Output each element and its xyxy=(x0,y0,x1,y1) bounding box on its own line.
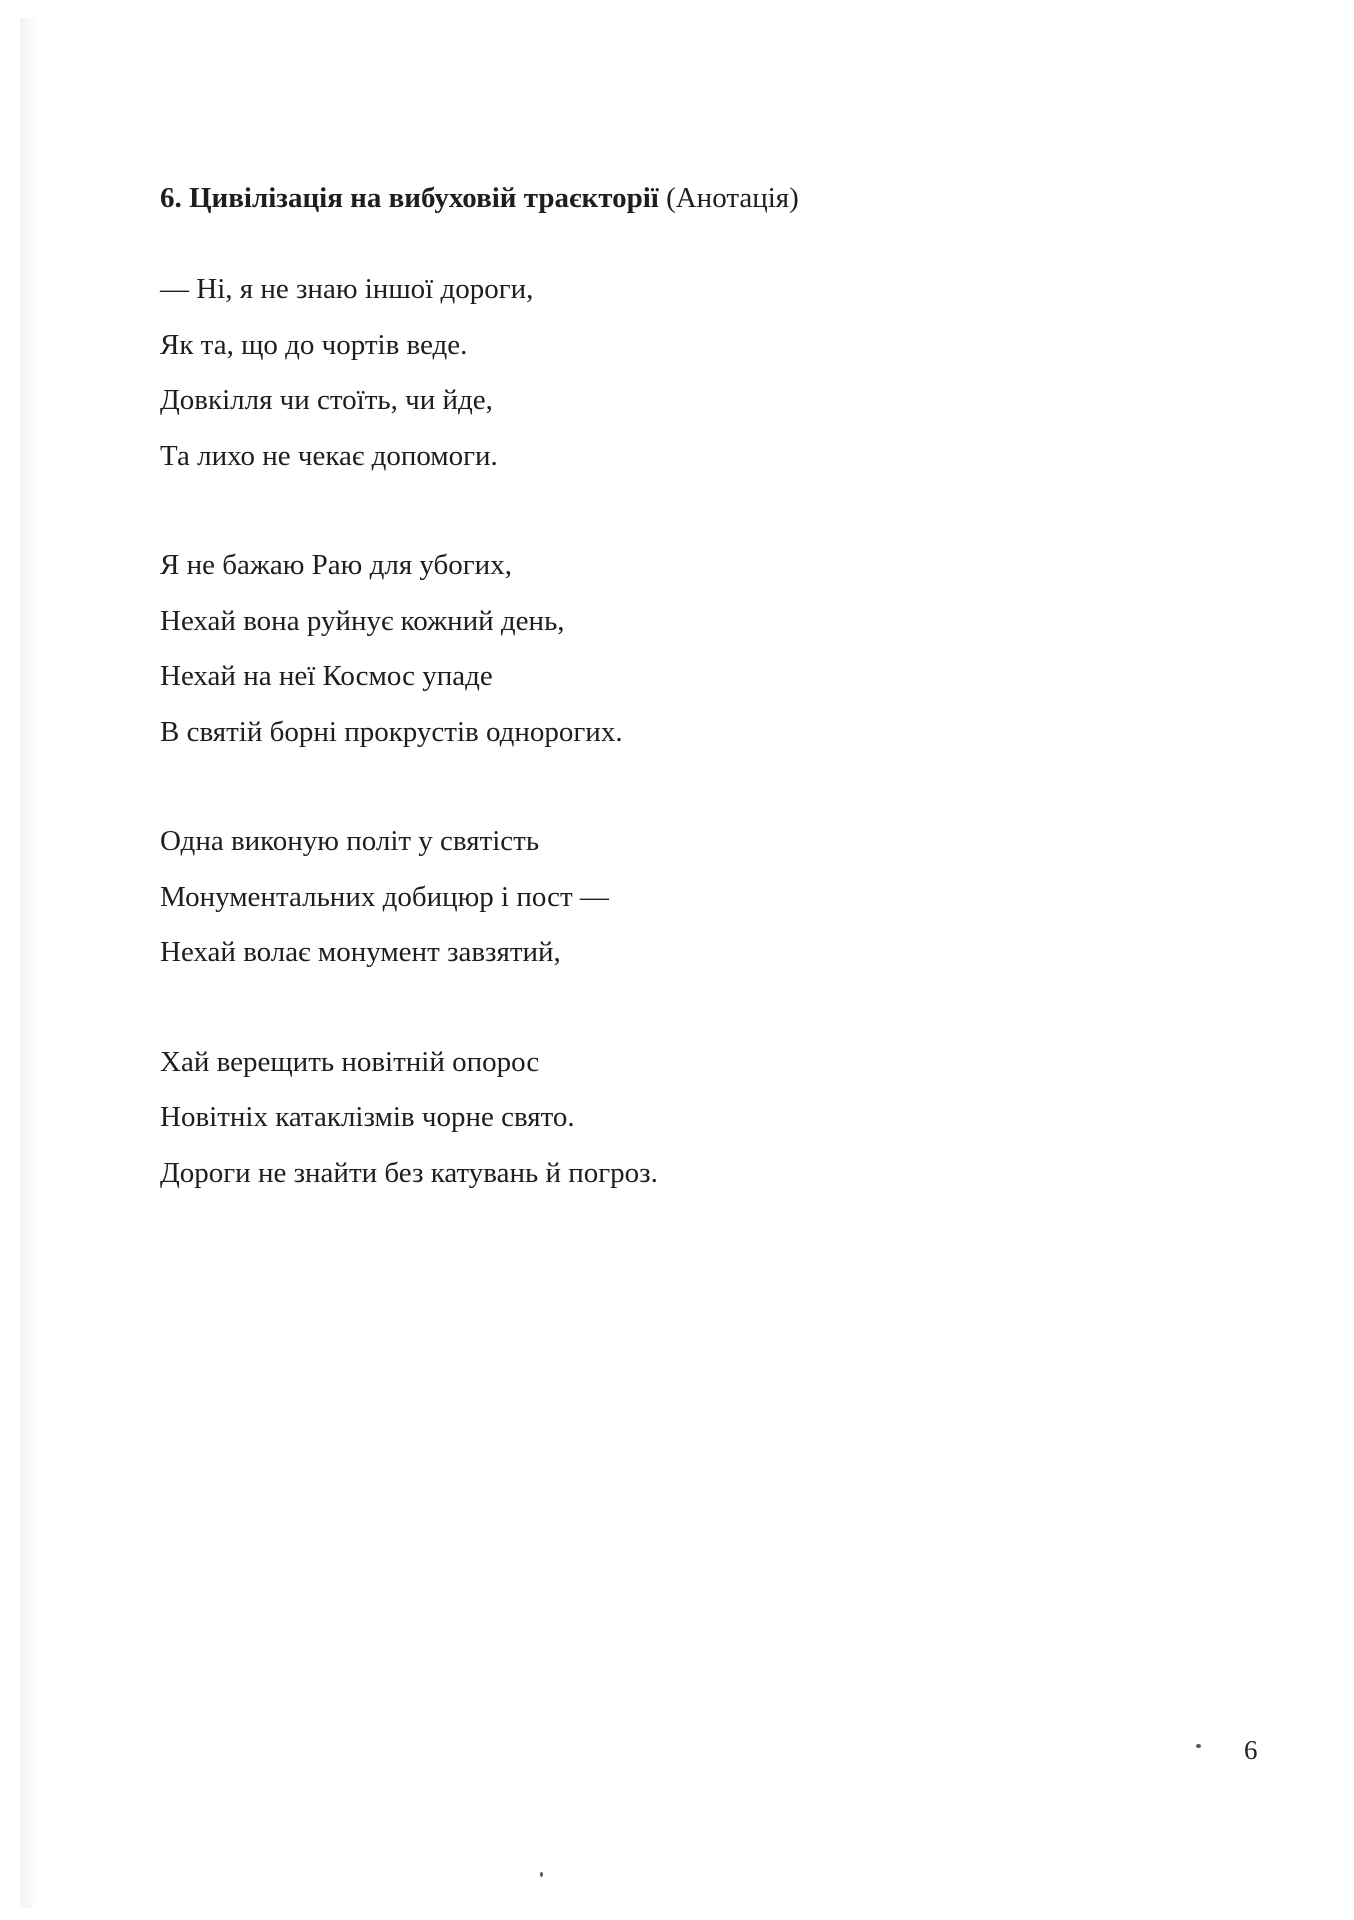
scan-edge-shadow xyxy=(20,18,36,1908)
poem-line: Монументальних добицюр і пост — xyxy=(160,880,609,913)
stanza-1 xyxy=(160,262,1210,484)
document-body xyxy=(160,176,1210,1255)
poem-line: Хай верещить новітній опорос xyxy=(160,1045,540,1078)
poem-line: Нехай вона руйнує кожний день, xyxy=(160,604,565,637)
poem-line: Та лихо не чекає допомоги. xyxy=(160,439,498,472)
poem-line: Дороги не знайти без катувань й погроз. xyxy=(160,1156,658,1189)
poem-line: Нехай волає монумент завзятий, xyxy=(160,936,561,968)
poem-line: — Ні, я не знаю іншої дороги, xyxy=(160,273,534,305)
scan-speck xyxy=(1196,1744,1201,1748)
poem-line: Як та, що до чортів веде. xyxy=(160,328,468,361)
poem-line: Я не бажаю Раю для убогих, xyxy=(160,549,512,581)
poem-line: Нехай на неї Космос упаде xyxy=(160,660,493,692)
stanza-4 xyxy=(160,1035,1210,1202)
poem-line: Новітніх катаклізмів чорне свято. xyxy=(160,1101,575,1133)
scan-speck xyxy=(540,1872,543,1877)
poem-title-main: 6. Цивілізація на вибуховій траєкторії xyxy=(160,182,659,214)
poem xyxy=(160,262,1210,1201)
stanza-2 xyxy=(160,538,1210,760)
poem-title-subtitle: (Анотація) xyxy=(658,182,799,214)
poem-line: Довкілля чи стоїть, чи йде, xyxy=(160,384,493,416)
poem-line: Одна виконую політ у святість xyxy=(160,825,540,857)
stanza-3 xyxy=(160,814,1210,981)
poem-line: В святій борні прокрустів однорогих. xyxy=(160,715,623,748)
poem-title xyxy=(160,176,1210,220)
page-number: 6 xyxy=(1244,1735,1258,1765)
